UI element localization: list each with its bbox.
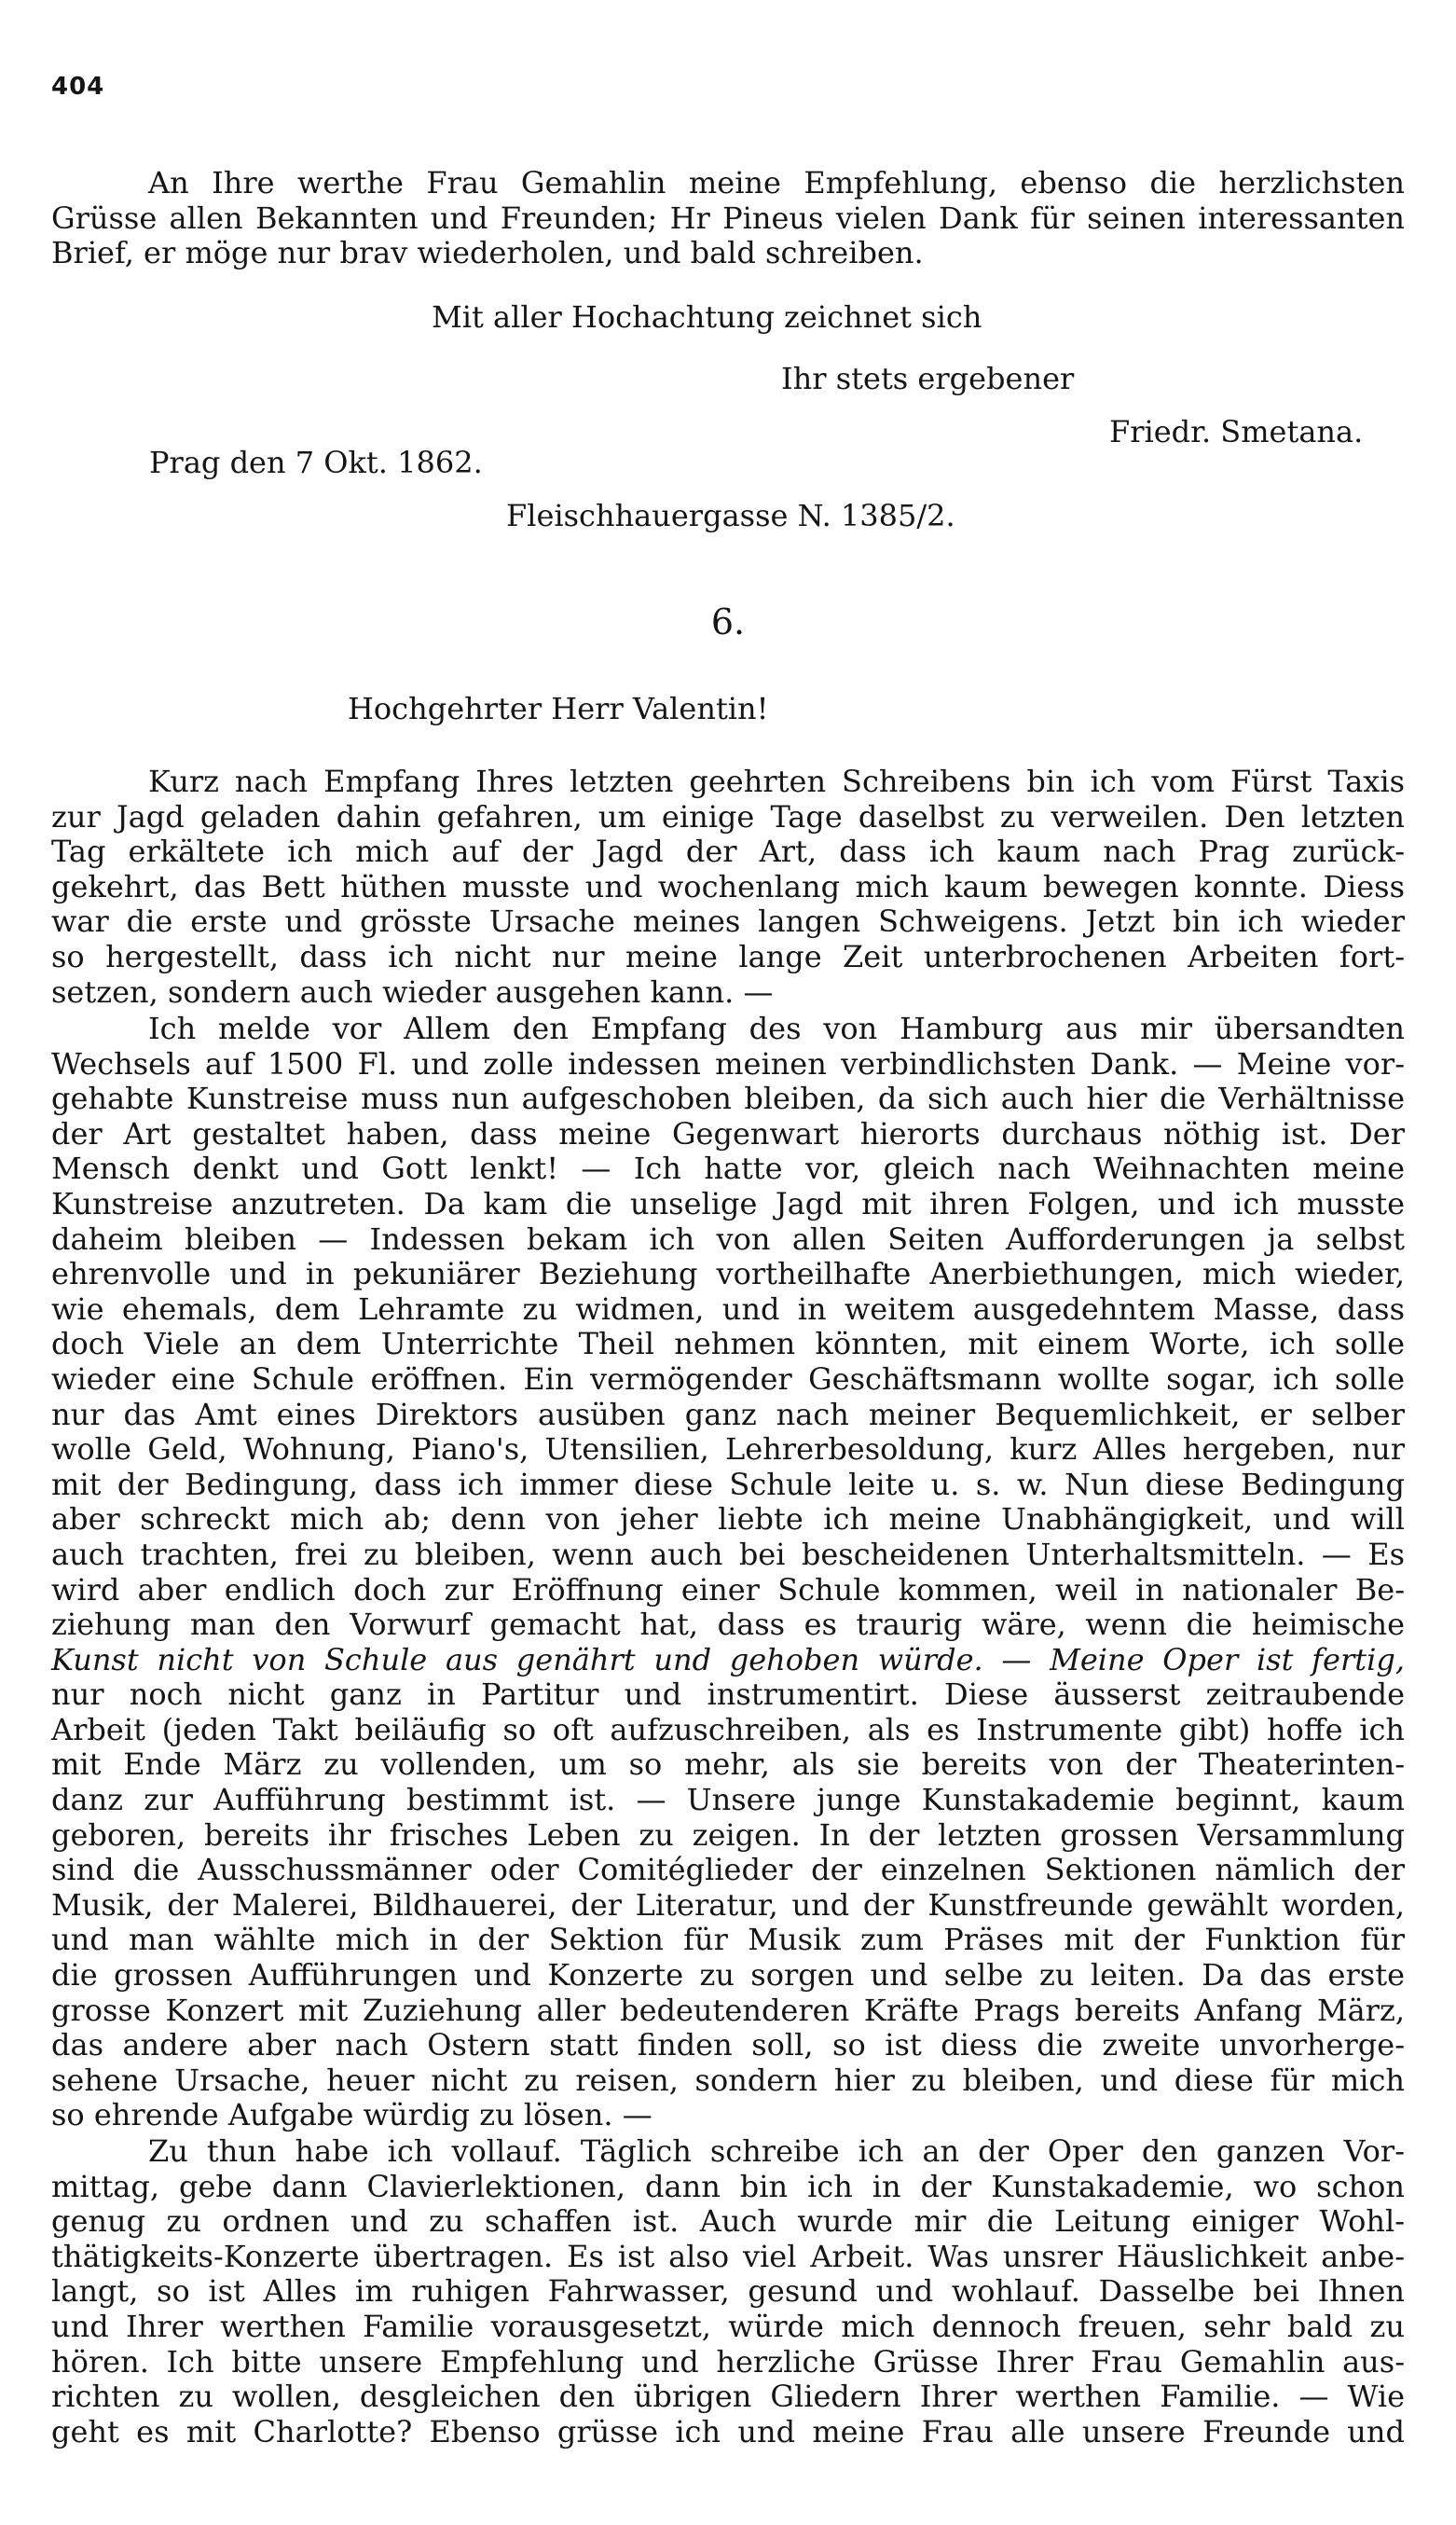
text-line: aber schreckt mich ab; denn von jeher liebte ich meine Unabhängigkeit, und will	[51, 1501, 1405, 1538]
text-line: so ehrende Aufgabe würdig zu lösen. —	[51, 2097, 652, 2133]
text-line: wird aber endlich doch zur Eröffnung einer Schule kommen, weil in nationaler Be-	[51, 1571, 1405, 1607]
text-line: der Art gestaltet haben, dass meine Gegenwart hierorts durchaus nöthig ist. Der	[51, 1115, 1405, 1152]
text-line: Brief, er möge nur brav wiederholen, und bald schreiben.	[51, 235, 924, 271]
text-line: Mensch denkt und Gott lenkt! — Ich hatte vor, gleich nach Weihnachten meine	[51, 1151, 1405, 1187]
text-line: Grüsse allen Bekannten und Freunden; Hr Pineus vielen Dank für seinen interessanten	[51, 200, 1405, 236]
text-line: zur Jagd geladen dahin gefahren, um einige Tage daselbst zu verweilen. Den letzten	[51, 798, 1405, 835]
text-line: mittag, gebe dann Clavierlektionen, dann bin ich in der Kunstakademie, wo schon	[51, 2168, 1405, 2204]
closing-line: Mit aller Hochachtung zeichnet sich	[432, 299, 982, 335]
text-line: ziehung man den Vorwurf gemacht hat, dass es traurig wäre, wenn die heimische	[51, 1607, 1405, 1643]
text-line: Tag erkältete ich mich auf der Jagd der Art, dass ich kaum nach Prag zurück-	[51, 834, 1405, 870]
signature: Friedr. Smetana.	[1109, 414, 1364, 449]
letter-number: 6.	[710, 601, 746, 642]
text-line: langt, so ist Alles im ruhigen Fahrwasser, gesund und wohlauf. Dasselbe bei Ihnen	[51, 2273, 1405, 2310]
text-line: hören. Ich bitte unsere Empfehlung und herzliche Grüsse Ihrer Frau Gemahlin aus-	[51, 2343, 1405, 2380]
text-line: geht es mit Charlotte? Ebenso grüsse ich und meine Frau alle unsere Freunde und	[51, 2413, 1405, 2449]
text-line: daheim bleiben — Indessen bekam ich von allen Seiten Aufforderungen ja selbst	[51, 1221, 1405, 1257]
text-line: Kunst nicht von Schule aus genährt und gehoben würde. — Meine Oper ist fertig,	[51, 1641, 1405, 1677]
text-line: wieder eine Schule eröffnen. Ein vermögender Geschäftsmann wollte sogar, ich solle	[51, 1360, 1405, 1397]
text-line: Kunstreise anzutreten. Da kam die unselige Jagd mit ihren Folgen, und ich musste	[51, 1185, 1405, 1221]
letter-end-paragraph	[51, 166, 1405, 271]
text-line: Musik, der Malerei, Bildhauerei, der Literatur, und der Kunstfreunde gewählt worden,	[51, 1886, 1405, 1923]
text-line: und man wählte mich in der Sektion für Musik zum Präses mit der Funktion für	[51, 1922, 1405, 1958]
letter-paragraph	[51, 1012, 1405, 2133]
text-line: danz zur Aufführung bestimmt ist. — Unsere junge Kunstakademie beginnt, kaum	[51, 1782, 1405, 1818]
page-number: 404	[51, 73, 105, 101]
salutation: Hochgehrter Herr Valentin!	[348, 691, 769, 726]
text-line: ehrenvolle und in pekuniärer Beziehung vortheilhafte Anerbiethungen, mich wieder,	[51, 1256, 1405, 1292]
address: Fleischhauergasse N. 1385/2.	[506, 498, 955, 533]
text-line: sehene Ursache, heuer nicht zu reisen, sondern hier zu bleiben, und diese für mich	[51, 2062, 1405, 2098]
text-line: sind die Ausschussmänner oder Comitéglieder der einzelnen Sektionen nämlich der	[51, 1852, 1405, 1888]
text-line: Zu thun habe ich vollauf. Täglich schreibe ich an der Oper den ganzen Vor-	[148, 2133, 1405, 2169]
text-line: das andere aber nach Ostern statt finden soll, so ist diess die zweite unvorherge-	[51, 2027, 1405, 2063]
place-date: Prag den 7 Okt. 1862.	[149, 445, 483, 480]
text-line: gehabte Kunstreise muss nun aufgeschoben bleiben, da sich auch hier die Verhältnisse	[51, 1081, 1405, 1117]
text-line: die grossen Aufführungen und Konzerte zu sorgen und selbe zu leiten. Da das erste	[51, 1957, 1405, 1994]
text-line: gekehrt, das Bett hüthen musste und wochenlang mich kaum bewegen konnte. Diess	[51, 868, 1405, 904]
text-line: genug zu ordnen und zu schaffen ist. Auch wurde mir die Leitung einiger Wohl-	[51, 2203, 1405, 2240]
text-line: wie ehemals, dem Lehramte zu widmen, und in weitem ausgedehntem Masse, dass	[51, 1290, 1405, 1327]
letter-paragraph	[51, 765, 1405, 1010]
text-line: setzen, sondern auch wieder ausgehen kann. —	[51, 973, 774, 1010]
text-line: mit Ende März zu vollenden, um so mehr, als sie bereits von der Theaterinten-	[51, 1746, 1405, 1783]
text-line: mit der Bedingung, dass ich immer diese Schule leite u. s. w. Nun diese Bedingung	[51, 1466, 1405, 1502]
text-line: Kurz nach Empfang Ihres letzten geehrten Schreibens bin ich vom Fürst Taxis	[148, 764, 1405, 799]
text-line: An Ihre werthe Frau Gemahlin meine Empfehlung, ebenso die herzlichsten	[148, 165, 1405, 200]
text-line: thätigkeits-Konzerte übertragen. Es ist also viel Arbeit. Was unsrer Häuslichkeit anbe-	[51, 2238, 1405, 2274]
text-line: nur noch nicht ganz in Partitur und instrumentirt. Diese äusserst zeitraubende	[51, 1676, 1405, 1713]
closing-line-2: Ihr stets ergebener	[781, 361, 1075, 396]
text-line: Ich melde vor Allem den Empfang des von Hamburg aus mir übersandten	[148, 1011, 1405, 1046]
letter-paragraph	[51, 2134, 1405, 2449]
text-line: richten zu wollen, desgleichen den übrigen Gliedern Ihrer werthen Familie. — Wie	[51, 2379, 1405, 2415]
text-line: Wechsels auf 1500 Fl. und zolle indessen meinen verbindlichsten Dank. — Meine vor-	[51, 1045, 1405, 1082]
text-line: nur das Amt eines Direktors ausüben ganz nach meiner Bequemlichkeit, er selber	[51, 1396, 1405, 1432]
text-line: wolle Geld, Wohnung, Piano's, Utensilien, Lehrerbesoldung, kurz Alles hergeben, nur	[51, 1431, 1405, 1468]
text-line: war die erste und grösste Ursache meines langen Schweigens. Jetzt bin ich wieder	[51, 904, 1405, 940]
text-line: und Ihrer werthen Familie vorausgesetzt, würde mich dennoch freuen, sehr bald zu	[51, 2308, 1405, 2344]
text-line: geboren, bereits ihr frisches Leben zu zeigen. In der letzten grossen Versammlung	[51, 1816, 1405, 1853]
text-line: grosse Konzert mit Zuziehung aller bedeutenderen Kräfte Prags bereits Anfang März,	[51, 1992, 1405, 2028]
text-line: Arbeit (jeden Takt beiläufig so oft aufzuschreiben, als es Instrumente gibt) hoffe ich	[51, 1711, 1405, 1747]
text-line: doch Viele an dem Unterrichte Theil nehmen könnten, mit einem Worte, ich solle	[51, 1326, 1405, 1362]
text-line: so hergestellt, dass ich nicht nur meine lange Zeit unterbrochenen Arbeiten fort-	[51, 938, 1405, 974]
text-line: auch trachten, frei zu bleiben, wenn auch bei bescheidenen Unterhaltsmitteln. — Es	[51, 1536, 1405, 1572]
